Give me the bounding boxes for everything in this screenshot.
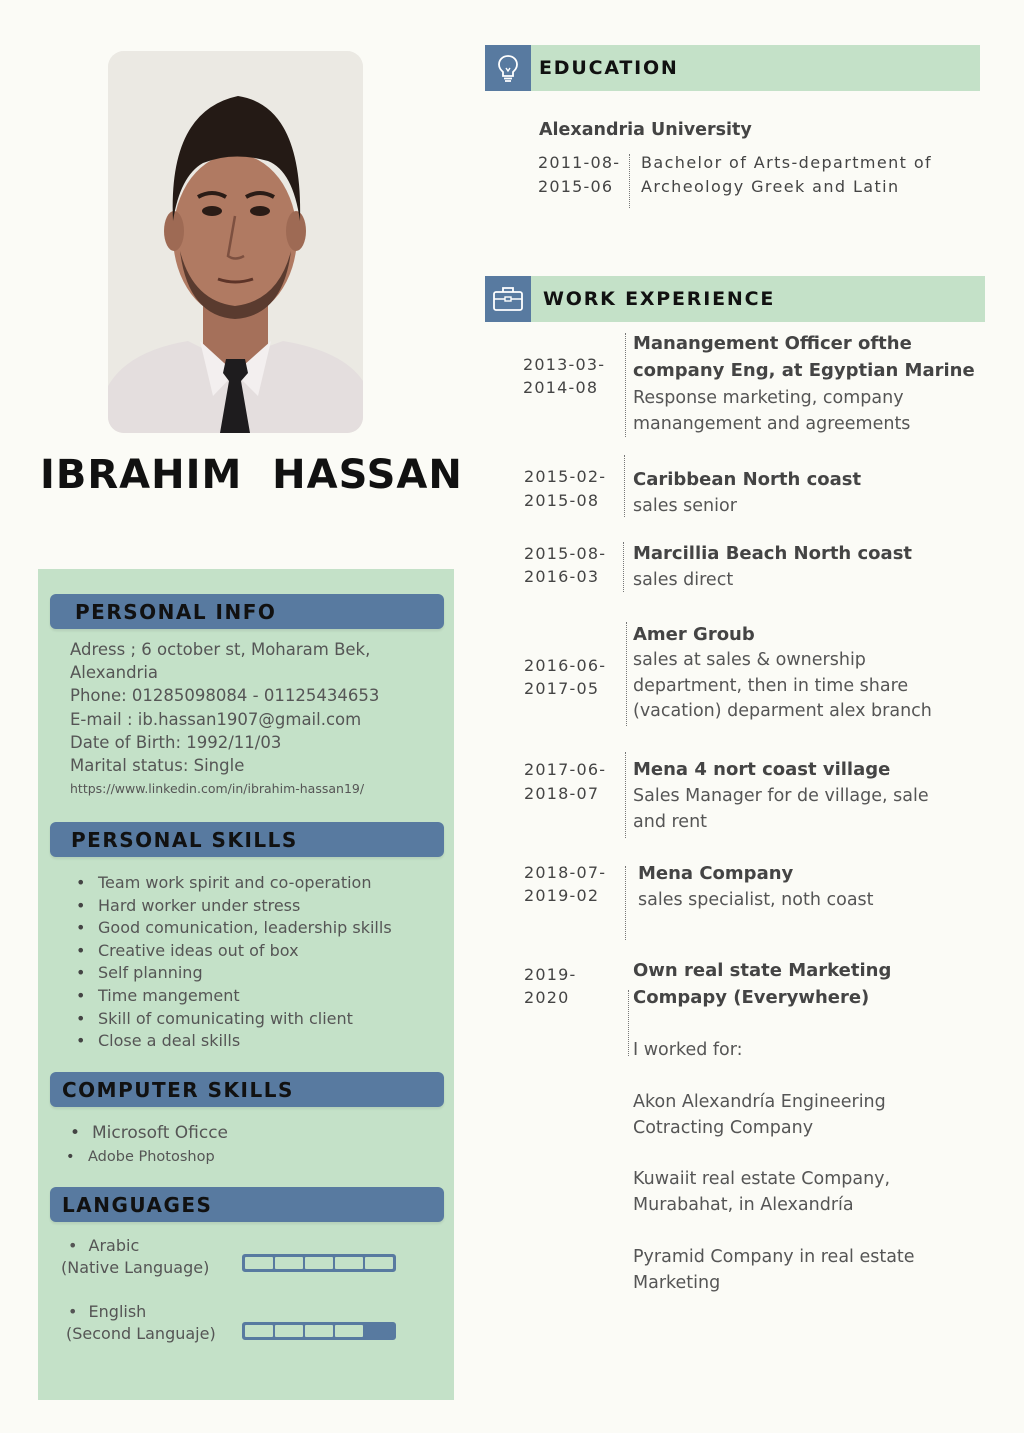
job-7-desc-6: Pyramid Company in real estate bbox=[633, 1247, 915, 1267]
personal-skills-heading: PERSONAL SKILLS bbox=[71, 828, 298, 852]
address-line-2: Alexandria bbox=[70, 663, 159, 682]
list-item: • Creative ideas out of box bbox=[76, 940, 392, 963]
degree-line-1: Bachelor of Arts-department of bbox=[641, 153, 933, 172]
job-6-date-end: 2019-02 bbox=[524, 886, 600, 905]
phone: Phone: 01285098084 - 01125434653 bbox=[70, 686, 380, 705]
personal-info-heading: PERSONAL INFO bbox=[75, 600, 277, 624]
job-6-title: Mena Company bbox=[638, 863, 794, 884]
meter-segment bbox=[305, 1325, 333, 1337]
work-heading-bar bbox=[485, 276, 985, 322]
job-4-desc-2: department, then in time share bbox=[633, 676, 909, 696]
language-english-name: • English bbox=[68, 1302, 147, 1321]
job-3-date-start: 2015-08- bbox=[524, 544, 607, 563]
languages-heading: LANGUAGES bbox=[62, 1193, 213, 1217]
meter-segment bbox=[365, 1325, 393, 1337]
meter-segment bbox=[335, 1257, 363, 1269]
job-2-date-end: 2015-08 bbox=[524, 491, 600, 510]
divider bbox=[623, 542, 624, 592]
profile-portrait bbox=[108, 51, 363, 433]
meter-segment bbox=[245, 1257, 273, 1269]
job-7-desc-1: I worked for: bbox=[633, 1040, 743, 1060]
job-1-desc-1: Response marketing, company bbox=[633, 388, 904, 408]
language-arabic-name: • Arabic bbox=[68, 1236, 140, 1255]
meter-segment bbox=[335, 1325, 363, 1337]
job-1-desc-2: manangement and agreements bbox=[633, 414, 911, 434]
job-2-title: Caribbean North coast bbox=[633, 469, 862, 490]
lightbulb-icon bbox=[485, 45, 531, 91]
job-1-date-start: 2013-03- bbox=[523, 355, 606, 374]
education-heading: EDUCATION bbox=[539, 57, 679, 79]
job-7-desc-5: Murabahat, in Alexandría bbox=[633, 1195, 854, 1215]
computer-skills-list bbox=[70, 1122, 228, 1145]
job-7-desc-7: Marketing bbox=[633, 1273, 721, 1293]
date-of-birth: Date of Birth: 1992/11/03 bbox=[70, 733, 282, 752]
list-item: • Hard worker under stress bbox=[76, 895, 392, 918]
education-date-start: 2011-08- bbox=[538, 153, 621, 172]
meter-segment bbox=[275, 1257, 303, 1269]
linkedin-link[interactable]: https://www.linkedin.com/in/ibrahim-hassan19/ bbox=[70, 781, 365, 796]
list-item: • Skill of comunicating with client bbox=[76, 1008, 392, 1031]
job-3-desc: sales direct bbox=[633, 570, 734, 590]
school-name: Alexandria University bbox=[539, 120, 752, 140]
job-5-desc-1: Sales Manager for de village, sale bbox=[633, 786, 929, 806]
personal-info-heading-bar bbox=[50, 594, 444, 629]
languages-heading-bar bbox=[50, 1187, 444, 1222]
divider bbox=[628, 990, 629, 1056]
job-7-desc-2: Akon Alexandría Engineering bbox=[633, 1092, 886, 1112]
job-1-date-end: 2014-08 bbox=[523, 378, 599, 397]
job-7-title-2: Compapy (Everywhere) bbox=[633, 987, 870, 1008]
list-item: • Time mangement bbox=[76, 985, 392, 1008]
divider bbox=[629, 154, 630, 208]
job-1-title-1: Manangement Officer ofthe bbox=[633, 333, 912, 354]
job-5-title: Mena 4 nort coast village bbox=[633, 759, 891, 780]
work-heading: WORK EXPERIENCE bbox=[543, 288, 776, 310]
divider bbox=[624, 455, 625, 517]
meter-segment bbox=[245, 1325, 273, 1337]
job-5-date-end: 2018-07 bbox=[524, 784, 600, 803]
list-item: • Team work spirit and co-operation bbox=[76, 872, 392, 895]
education-heading-bar bbox=[485, 45, 980, 91]
email: E-mail : ib.hassan1907@gmail.com bbox=[70, 710, 362, 729]
marital-status: Marital status: Single bbox=[70, 756, 245, 775]
computer-skills-heading: COMPUTER SKILLS bbox=[62, 1078, 294, 1102]
personal-skills-heading-bar bbox=[50, 822, 444, 857]
job-4-date-start: 2016-06- bbox=[524, 656, 607, 675]
language-arabic-level: (Native Language) bbox=[61, 1258, 210, 1277]
divider bbox=[625, 866, 626, 940]
list-item: • Adobe Photoshop bbox=[66, 1146, 215, 1169]
job-7-desc-3: Cotracting Company bbox=[633, 1118, 814, 1138]
address-line-1: Adress ; 6 october st, Moharam Bek, bbox=[70, 640, 371, 659]
meter-segment bbox=[365, 1257, 393, 1269]
divider bbox=[625, 752, 626, 838]
candidate-name: IBRAHIM HASSAN bbox=[40, 452, 463, 498]
meter-segment bbox=[305, 1257, 333, 1269]
job-4-title: Amer Groub bbox=[633, 624, 755, 645]
language-english-meter bbox=[242, 1322, 396, 1340]
job-4-desc-1: sales at sales & ownership bbox=[633, 650, 866, 670]
job-3-title: Marcillia Beach North coast bbox=[633, 543, 913, 564]
language-arabic-meter bbox=[242, 1254, 396, 1272]
job-2-desc: sales senior bbox=[633, 496, 737, 516]
job-3-date-end: 2016-03 bbox=[524, 567, 600, 586]
divider bbox=[626, 622, 627, 726]
divider bbox=[625, 333, 626, 437]
job-7-date-start: 2019- bbox=[524, 965, 577, 984]
job-6-desc: sales specialist, noth coast bbox=[638, 890, 874, 910]
job-7-title-1: Own real state Marketing bbox=[633, 960, 892, 981]
computer-skills-list-2 bbox=[66, 1146, 215, 1169]
personal-skills-list bbox=[76, 872, 392, 1053]
list-item: • Microsoft Oficce bbox=[70, 1122, 228, 1145]
education-date-end: 2015-06 bbox=[538, 177, 614, 196]
list-item: • Good comunication, leadership skills bbox=[76, 917, 392, 940]
briefcase-icon bbox=[485, 276, 531, 322]
job-4-date-end: 2017-05 bbox=[524, 679, 600, 698]
job-5-desc-2: and rent bbox=[633, 812, 708, 832]
meter-segment bbox=[275, 1325, 303, 1337]
job-1-title-2: company Eng, at Egyptian Marine bbox=[633, 360, 975, 381]
list-item: • Close a deal skills bbox=[76, 1030, 392, 1053]
profile-photo bbox=[108, 51, 363, 433]
job-5-date-start: 2017-06- bbox=[524, 760, 607, 779]
language-english-level: (Second Languaje) bbox=[66, 1324, 216, 1343]
job-6-date-start: 2018-07- bbox=[524, 863, 607, 882]
left-panel bbox=[38, 569, 454, 1400]
degree-line-2: Archeology Greek and Latin bbox=[641, 177, 900, 196]
computer-skills-heading-bar bbox=[50, 1072, 444, 1107]
list-item: • Self planning bbox=[76, 962, 392, 985]
job-4-desc-3: (vacation) deparment alex branch bbox=[633, 701, 932, 721]
job-7-desc-4: Kuwaiit real estate Company, bbox=[633, 1169, 891, 1189]
job-2-date-start: 2015-02- bbox=[524, 467, 607, 486]
job-7-date-end: 2020 bbox=[524, 988, 570, 1007]
